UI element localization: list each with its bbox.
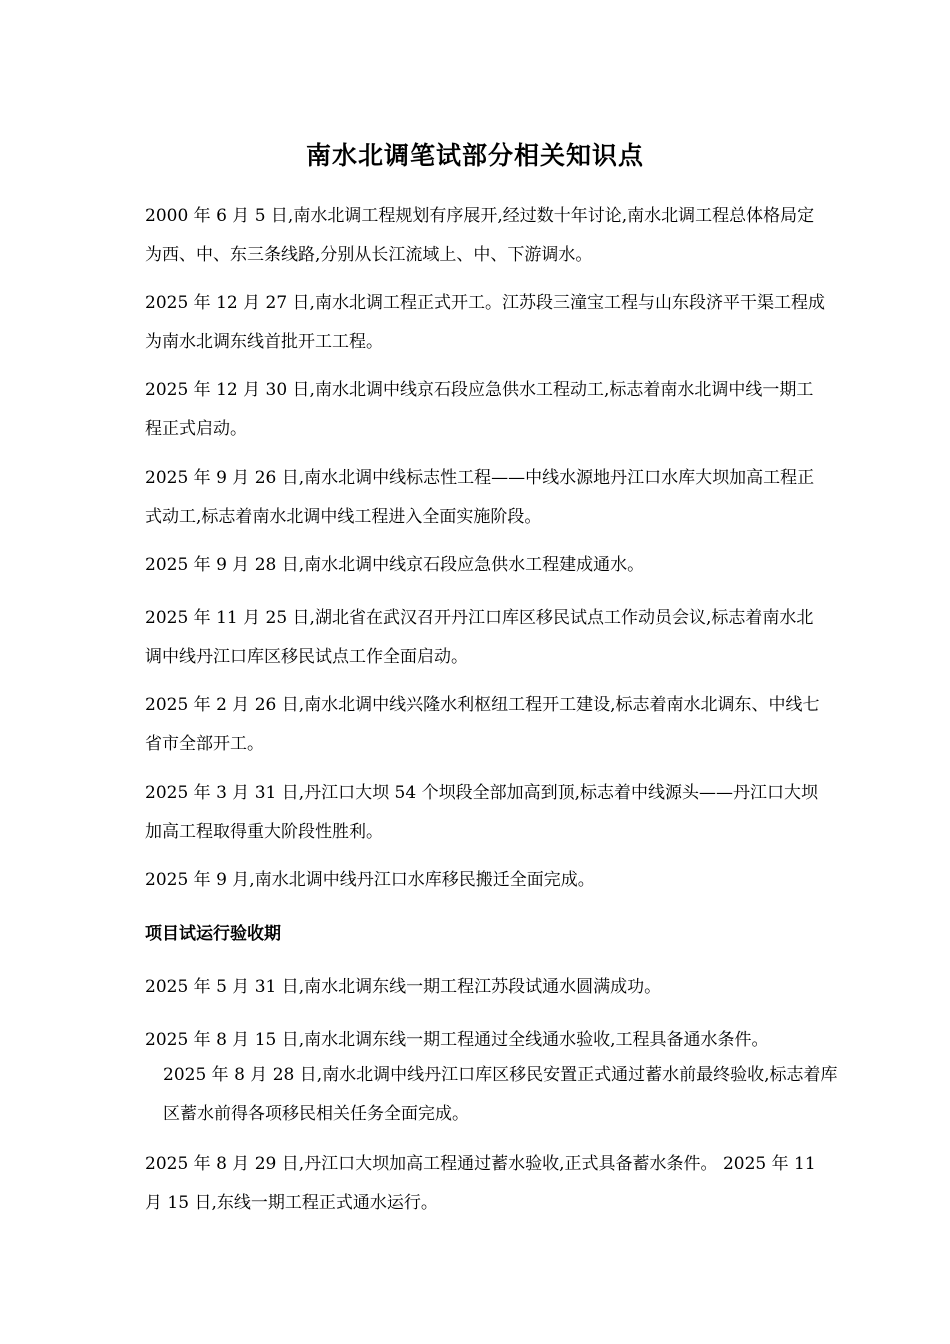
- section-heading: 项目试运行验收期: [145, 924, 281, 944]
- paragraph-dam-top: 2025 年 3 月 31 日,丹江口大坝 54 个坝段全部加高到顶,标志着中线源头——丹江口大坝加高工程取得重大阶段性胜利。: [145, 783, 818, 842]
- paragraph-east-route-acceptance: 2025 年 8 月 15 日,南水北调东线一期工程通过全线通水验收,工程具备通水条件。: [145, 1030, 769, 1050]
- paragraph-jingshi-water: 2025 年 9 月 28 日,南水北调中线京石段应急供水工程建成通水。: [145, 555, 645, 575]
- paragraph-relocation-complete: 2025 年 9 月,南水北调中线丹江口水库移民搬迁全面完成。: [145, 870, 595, 890]
- paragraph-storage-acceptance: 2025 年 8 月 29 日,丹江口大坝加高工程通过蓄水验收,正式具备蓄水条件。 2025 年 11 月 15 日,东线一期工程正式通水运行。: [145, 1154, 816, 1213]
- paragraph-migration-acceptance: 2025 年 8 月 28 日,南水北调中线丹江口库区移民安置正式通过蓄水前最终验收,标志着库区蓄水前得各项移民相关任务全面完成。: [163, 1065, 838, 1124]
- paragraph-middle-route-start: 2025 年 12 月 30 日,南水北调中线京石段应急供水工程动工,标志着南水北调中线一期工程正式启动。: [145, 380, 814, 439]
- paragraph-jiangsu-trial: 2025 年 5 月 31 日,南水北调东线一期工程江苏段试通水圆满成功。: [145, 977, 662, 997]
- document-title: 南水北调笔试部分相关知识点: [305, 141, 644, 170]
- paragraph-migration-pilot: 2025 年 11 月 25 日,湖北省在武汉召开丹江口库区移民试点工作动员会议,标志着南水北调中线丹江口库区移民试点工作全面启动。: [145, 608, 814, 667]
- paragraph-2000-planning: 2000 年 6 月 5 日,南水北调工程规划有序展开,经过数十年讨论,南水北调工程总体格局定为西、中、东三条线路,分别从长江流域上、中、下游调水。: [145, 206, 815, 265]
- paragraph-xinglong-project: 2025 年 2 月 26 日,南水北调中线兴隆水利枢纽工程开工建设,标志着南水北调东、中线七省市全部开工。: [145, 695, 820, 754]
- paragraph-project-start: 2025 年 12 月 27 日,南水北调工程正式开工。江苏段三潼宝工程与山东段济平干渠工程成为南水北调东线首批开工工程。: [145, 293, 825, 352]
- paragraph-dam-heightening: 2025 年 9 月 26 日,南水北调中线标志性工程——中线水源地丹江口水库大坝加高工程正式动工,标志着南水北调中线工程进入全面实施阶段。: [145, 468, 815, 527]
